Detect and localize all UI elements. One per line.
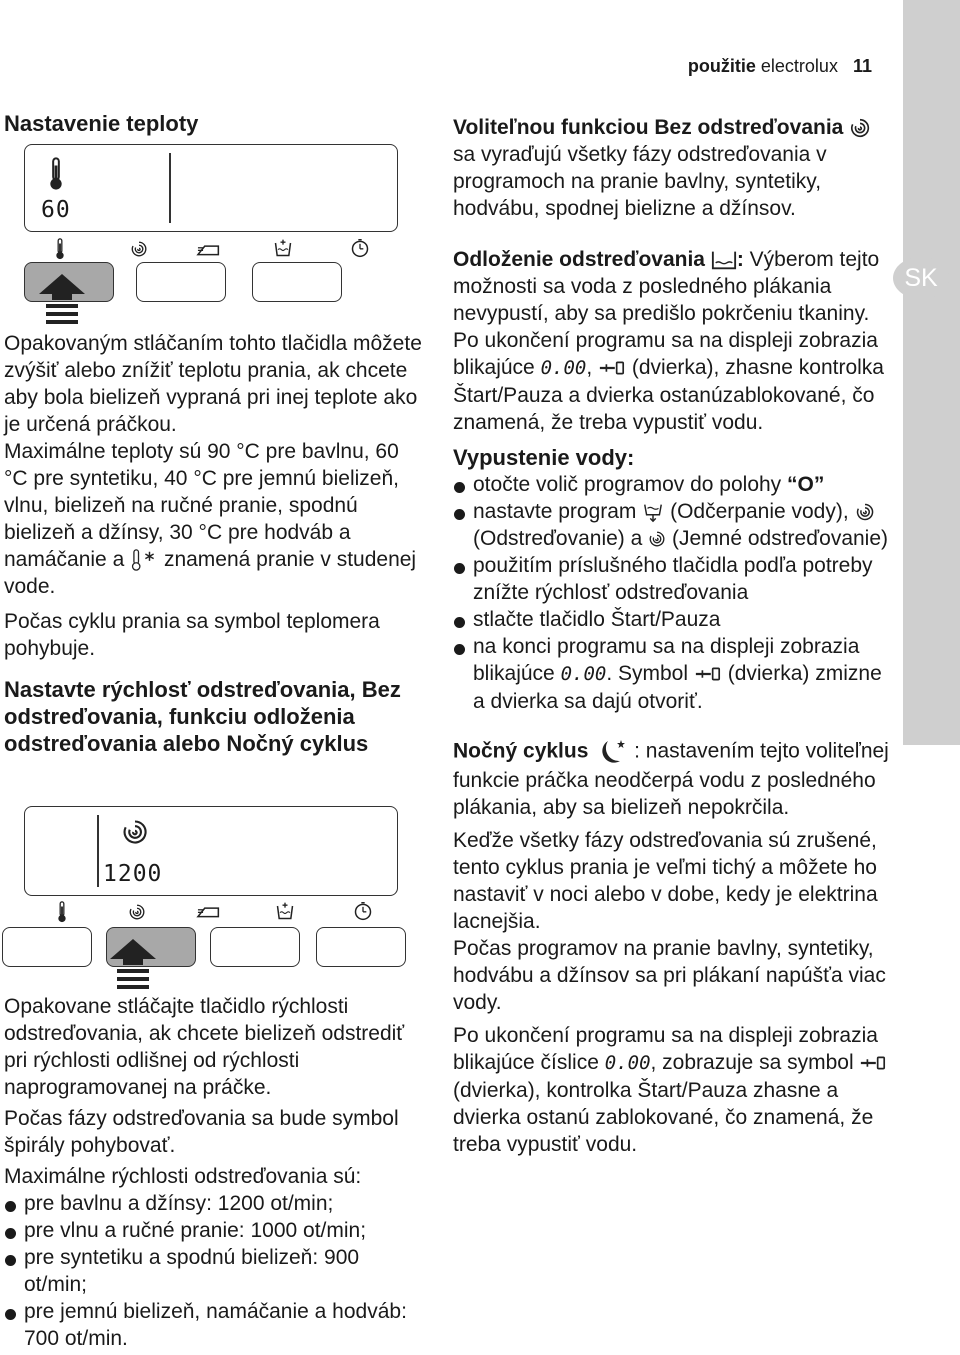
spin-icon — [128, 903, 146, 921]
press-arrow-icon — [108, 937, 158, 989]
list-item: pre jemnú bielizeň, namáčanie a hodváb: 700 ot/min. — [4, 1298, 424, 1352]
drain-title: Vypustenie vody: — [453, 445, 635, 470]
drain-list — [453, 471, 893, 715]
list-item: použitím príslušného tlačidla podľa potreby znížte rýchlosť odstreďovania — [453, 552, 893, 606]
page-header — [688, 56, 872, 77]
drain-step2b: (Odčerpanie vody), — [670, 500, 849, 523]
language-badge: SK — [893, 257, 949, 299]
spin-para3: Maximálne rýchlosti odstreďovania sú: — [4, 1165, 362, 1188]
tub-icon — [275, 901, 295, 921]
nospin-title: Voliteľnou funkciou Bez odstreďovania — [453, 116, 844, 139]
spin-para1: Opakovane stláčajte tlačidlo rýchlosti odstreďovania, ak chcete bielizeň odstrediť pri rýchlosti odlišnej od rýchlosti naprogramovanej na práčke. — [4, 995, 405, 1099]
delay-button[interactable] — [316, 927, 406, 967]
hold-text1: Výberom tejto možnosti sa voda z posledného plákania nevypustí, aby sa predišlo pokrčeniu tkaniny. Po ukončení programu sa na displeji zobrazia blikajúce — [453, 248, 880, 379]
spin-button[interactable] — [136, 262, 226, 302]
list-item — [453, 498, 893, 552]
right-column — [453, 114, 893, 1158]
end-text-a: Po ukončení programu sa na displeji zobrazia blikajúce číslice — [453, 1024, 878, 1074]
rinse-hold-icon — [711, 249, 737, 271]
spin-text — [4, 993, 424, 1352]
spin-title: Nastavte rýchlosť odstreďovania, Bez odstreďovania, funkciu odloženia odstreďovania alebo Nočný cyklus — [4, 677, 401, 756]
option-button[interactable] — [252, 262, 342, 302]
page-number: 11 — [852, 56, 872, 76]
press-arrow-icon — [37, 272, 87, 324]
door-key-icon — [598, 359, 626, 377]
end-display-value: 0.00 — [604, 1052, 651, 1074]
list-item: pre bavlnu a džínsy: 1200 ot/min; — [4, 1190, 424, 1217]
night-text: : nastavením tejto voliteľnej funkcie práčka neodčerpá vodu z posledného plákania, aby sa bielizeň nepokrčila. — [453, 739, 889, 819]
thermometer-icon — [47, 157, 65, 191]
drain-step2d: (Jemné odstreďovanie) — [672, 527, 889, 550]
iron-icon — [196, 241, 222, 258]
list-item: pre vlnu a ručné pranie: 1000 ot/min; — [4, 1217, 424, 1244]
list-item: pre syntetiku a spodnú bielizeň: 900 ot/min; — [4, 1244, 424, 1298]
spin-speed-list — [4, 1190, 424, 1352]
spin-icon — [121, 817, 149, 847]
hold-comma: , — [586, 356, 593, 379]
temperature-button[interactable] — [2, 927, 92, 967]
language-sidebar — [903, 0, 960, 745]
nospin-text: sa vyraďujú všetky fázy odstreďovania v programoch na pranie bavlny, syntetiky, hodvábu, spodnej bielizne a džínsov. — [453, 143, 827, 220]
drain-step1-position: “O” — [787, 473, 825, 496]
spin-para2: Počas fázy odstreďovania sa bude symbol špirály pohybovať. — [4, 1107, 399, 1157]
temperature-text — [4, 330, 424, 757]
temperature-heading-block — [4, 110, 424, 137]
header-brand-name: electrolux — [760, 56, 838, 76]
spin-display-panel — [24, 806, 398, 896]
iron-icon — [196, 903, 222, 920]
temperature-para1: Opakovaným stláčaním tohto tlačidla môžete zvýšiť alebo znížiť teplotu prania, ak chcete aby bola bielizeň vypraná pri inej teplote ako je určená práčkou. — [4, 332, 422, 436]
drain-step5a: na konci programu sa na displeji zobrazia blikajúce — [473, 635, 860, 685]
door-key-icon — [859, 1054, 887, 1072]
gentle-spin-icon — [648, 530, 666, 548]
drain-step2a: nastavte program — [473, 500, 637, 523]
spin-icon — [130, 240, 148, 258]
no-spin-icon — [849, 117, 871, 139]
cold-wash-icon — [130, 549, 158, 571]
option-button[interactable] — [210, 927, 300, 967]
list-item — [453, 633, 893, 715]
spin-display-value: 1200 — [103, 861, 163, 887]
hold-title: Odloženie odstreďovania — [453, 248, 705, 271]
drain-icon — [642, 501, 664, 523]
hold-display-value: 0.00 — [540, 357, 587, 379]
temperature-para3: Počas cyklu prania sa symbol teplomera pohybuje. — [4, 610, 380, 660]
temperature-para2b: znamená pranie v studenej vode. — [4, 548, 417, 598]
tub-icon — [273, 238, 293, 258]
night-para2: Keďže všetky fázy odstreďovania sú zrušené, tento cyklus prania je veľmi tichý a môžete ho nastaviť v noci alebo v dobe, kedy je elektrina lacnejšia. — [453, 829, 878, 933]
drain-step2c: (Odstreďovanie) a — [473, 527, 643, 550]
header-brand-bold: použitie — [687, 56, 756, 76]
door-key-icon — [694, 665, 722, 683]
night-title: Nočný cyklus — [453, 739, 589, 763]
list-item: stlačte tlačidlo Štart/Pauza — [453, 606, 893, 633]
clock-icon — [353, 901, 373, 921]
clock-icon — [350, 238, 370, 258]
drain-step5c: (dvierka) zmizne a dvierka sa dajú otvoriť. — [473, 662, 882, 713]
list-item — [453, 471, 893, 498]
temperature-title: Nastavenie teploty — [4, 111, 199, 136]
hold-text2: (dvierka), zhasne kontrolka Štart/Pauza a dvierka ostanúzablokované, čo znamená, že treba vypustiť vodu. — [453, 356, 884, 434]
temperature-display-value: 60 — [41, 197, 71, 223]
drain-step1: otočte volič programov do polohy — [473, 473, 782, 496]
spin-icon — [855, 502, 875, 522]
temperature-para2a: Maximálne teploty sú 90 °C pre bavlnu, 60 °C pre syntetiku, 40 °C pre jemnú bielizeň, vlnu, bielizeň na ručné pranie, spodnú bielizeň a džínsy, 30 °C pre hodváb a namáčanie a — [4, 440, 399, 571]
thermometer-icon — [56, 901, 68, 923]
thermometer-icon — [54, 238, 66, 260]
drain-display-value: 0.00 — [560, 663, 607, 685]
night-moon-icon — [594, 737, 628, 767]
end-text-c: (dvierka), kontrolka Štart/Pauza zhasne a dvierka ostanú zablokované, čo znamená, že treba vypustiť vodu. — [453, 1079, 874, 1156]
drain-step5b: . Symbol — [606, 662, 689, 685]
night-para3: Počas programov na pranie bavlny, syntetiky, hodvábu a džínsov sa pri plákaní napúšťa viac vody. — [453, 937, 886, 1014]
temperature-display-panel — [24, 144, 398, 232]
hold-colon: : — [736, 248, 744, 271]
end-text-b: , zobrazuje sa symbol — [650, 1051, 854, 1074]
